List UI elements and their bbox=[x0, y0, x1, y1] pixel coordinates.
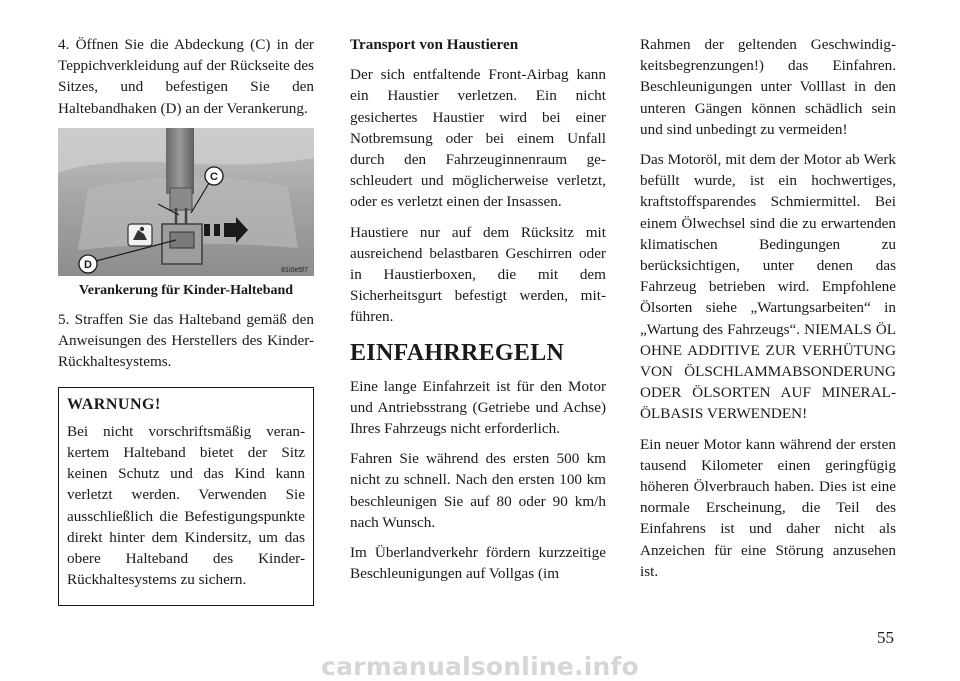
warning-box bbox=[58, 387, 314, 607]
warning-text: Bei nicht vorschriftsmäßig verankertem Halteband bietet der Sitz keinen Schutz und das Kind kann verletzt werden. Verwenden Sie ausschließlich die Befestigungspunkte direkt hinter dem Kindersitz, um das obere Halteband des Kinder-Rückhaltesystems zu sichern. bbox=[67, 422, 305, 589]
pet-rear-seat-paragraph: Haustiere nur auf dem Rücksitz mit ausreichend belastbaren Geschirren oder in Haustierboxen, die mit dem Sicherheitsgurt befestigt werden, mitführen. bbox=[350, 223, 606, 326]
warning-title: WARNUNG! bbox=[67, 395, 161, 413]
break-in-heading: EINFAHRREGELN bbox=[350, 339, 565, 366]
pet-transport-heading: Transport von Haustieren bbox=[350, 36, 519, 53]
callout-d-label: D bbox=[84, 258, 92, 271]
callout-c-label: C bbox=[210, 170, 218, 183]
highway-acceleration-paragraph: Im Überlandverkehr fördern kurzzeitige Beschleunigungen auf Vollgas (im bbox=[350, 544, 606, 583]
page-number: 55 bbox=[877, 628, 894, 647]
right-column bbox=[640, 34, 896, 591]
break-in-intro-paragraph: Eine lange Einfahrzeit ist für den Motor und Antriebsstrang (Getriebe und Achse) Ihres Fahrzeugs nicht erforderlich. bbox=[350, 377, 606, 438]
watermark: carmanualsonline.info bbox=[321, 652, 639, 681]
figure-caption: Verankerung für Kinder-Halteband bbox=[78, 282, 294, 298]
speed-limit-paragraph: Rahmen der geltenden Geschwindigkeitsbegrenzungen!) das Einfahren. Beschleunigungen unter Volllast in den unteren Gängen können schädlich sein und sind unbedingt zu vermeiden! bbox=[640, 36, 896, 138]
step-4-text: 4. Öffnen Sie die Abdeckung (C) in der Teppichverkleidung auf der Rückseite des Sitzes, und befestigen Sie den Haltebandhaken (D) an der Verankerung. bbox=[58, 36, 314, 117]
middle-column bbox=[350, 34, 606, 593]
engine-oil-paragraph: Das Motoröl, mit dem der Motor ab Werk befüllt wurde, ist ein hochwertiges, kraftstoffsparendes Schmiermittel. Bei einem Ölwechsel sind die zu erwartenden klimatischen Bedingungen zu berücksichtigen, unter denen das Fahrzeug betrieben wird. Empfohlene Ölsorten siehe „Wartungsarbeiten“ in „Wartung des Fahrzeugs“. NIEMALS ÖL OHNE ADDITIVE ZUR VERHÜTUNG VON ÖLSCHLAMMABSONDERUNG ODER ÖLSORTEN AUF MINERALÖLBASIS VERWENDEN! bbox=[640, 151, 896, 423]
pet-airbag-paragraph: Der sich entfaltende Front-Airbag kann ein Haustier verletzen. Ein nicht gesichertes Haustier wird bei einer Notbremsung oder bei einem Unfall durch den Fahrzeuginnenraum geschleudert und möglicherweise verletzt, oder es verletzt einen der Insassen. bbox=[350, 66, 606, 211]
figure-code: 81i0e5f7 bbox=[281, 266, 308, 274]
left-column bbox=[58, 34, 314, 606]
tether-anchor-figure bbox=[58, 128, 314, 276]
oil-consumption-paragraph: Ein neuer Motor kann während der ersten tausend Kilometer einen geringfügig höheren Ölverbrauch haben. Dies ist eine normale Erscheinung, die Teil des Einfahrens ist und daher nicht als Anzeichen für eine Störung anzusehen ist. bbox=[640, 435, 896, 580]
step-5-text: 5. Straffen Sie das Halteband gemäß den Anweisungen des Herstellers des Kinder-Rückhaltesystems. bbox=[58, 311, 314, 371]
tether-anchor-illustration bbox=[58, 128, 314, 276]
first-500km-paragraph: Fahren Sie während des ersten 500 km nicht zu schnell. Nach den ersten 100 km beschleunigen Sie auf 80 oder 90 km/h nach Wunsch. bbox=[350, 450, 606, 531]
